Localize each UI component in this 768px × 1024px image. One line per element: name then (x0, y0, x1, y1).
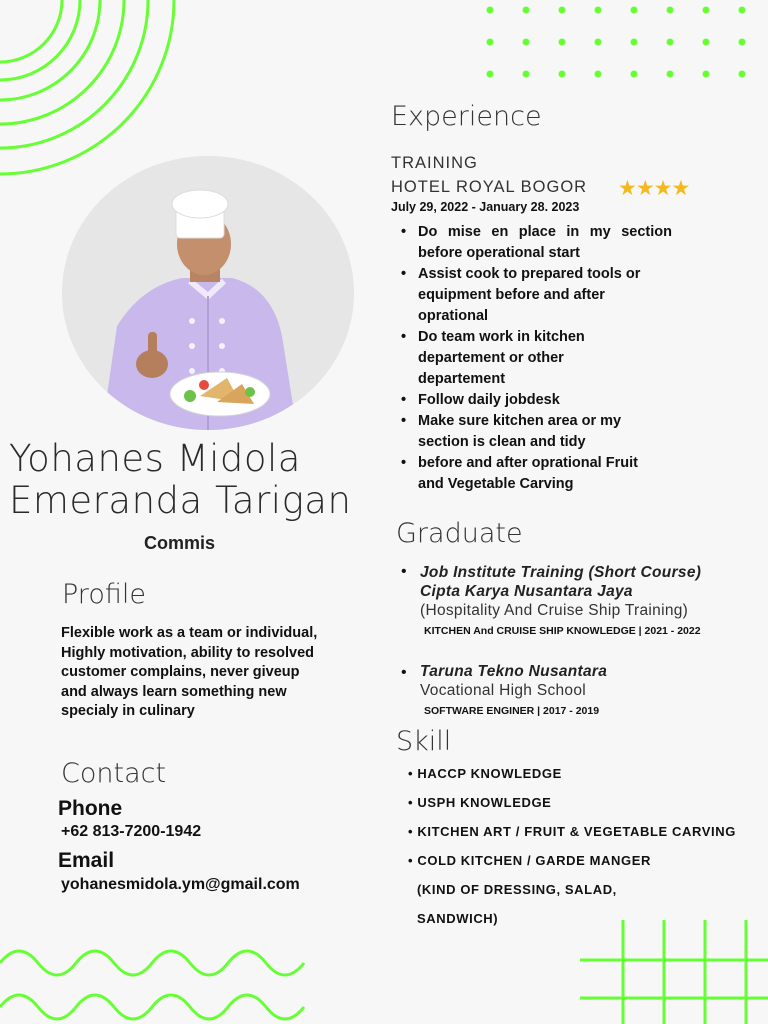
profile-text: Flexible work as a team or individual, Highly motivation, ability to resolved customer complains, never giveup and always learn something new specialy in culinary (61, 625, 318, 719)
graduate-title-line-1: Job Institute Training (Short Course) (420, 564, 702, 581)
bullet-icon: • (401, 664, 407, 681)
graduate-subtitle: (Hospitality And Cruise Ship Training) (420, 602, 689, 619)
skill-item: SANDWICH) (417, 911, 499, 926)
chef-portrait-illustration (62, 156, 354, 430)
phone-number: +62 813-7200-1942 (61, 823, 202, 840)
full-name (9, 438, 351, 522)
experience-company: HOTEL ROYAL BOGOR (391, 178, 588, 196)
job-role: Commis (144, 533, 216, 553)
email-address: yohanesmidola.ym@gmail.com (61, 876, 300, 893)
dot-grid-decoration (478, 0, 758, 85)
skill-item: • KITCHEN ART / FRUIT & VEGETABLE CARVING (408, 824, 736, 839)
duty-item: • Follow daily jobdesk (398, 390, 672, 411)
graduate-heading: Graduate (396, 518, 523, 549)
graduate-note: KITCHEN And CRUISE SHIP KNOWLEDGE | 2021 - 2022 (424, 625, 701, 637)
concentric-arcs-decoration (0, 0, 185, 180)
phone-label: Phone (58, 797, 123, 820)
wave-lines-decoration (0, 935, 310, 1024)
experience-dates: July 29, 2022 - January 28. 2023 (391, 200, 580, 214)
experience-type: TRAINING (391, 154, 478, 172)
duty-item: • Do team work in kitchen departement or other departement (398, 327, 648, 390)
experience-heading: Experience (391, 101, 542, 132)
experience-duties-list (398, 222, 672, 495)
rating-stars-icon: ★★★★ (618, 177, 690, 200)
bullet-icon: • (401, 563, 407, 580)
skill-item: • COLD KITCHEN / GARDE MANGER (408, 853, 651, 868)
duty-item: • Do mise en place in my section before operational start (398, 222, 672, 264)
graduate-note: SOFTWARE ENGINER | 2017 - 2019 (424, 705, 600, 717)
duty-item: • Assist cook to prepared tools or equipment before and after oprational (398, 264, 648, 327)
duty-item: • Make sure kitchen area or my section is clean and tidy (398, 411, 658, 453)
name-line-1: Yohanes Midola (9, 437, 301, 480)
graduate-title-line-1: Taruna Tekno Nusantara (420, 663, 608, 680)
skill-item: • HACCP KNOWLEDGE (408, 766, 562, 781)
name-line-2: Emeranda Tarigan (9, 479, 352, 522)
email-label: Email (58, 849, 115, 872)
skill-item: • USPH KNOWLEDGE (408, 795, 552, 810)
grid-lines-decoration (580, 915, 768, 1024)
graduate-subtitle: Vocational High School (420, 682, 587, 699)
skill-heading: Skill (396, 726, 452, 757)
graduate-item (420, 662, 607, 717)
profile-photo (62, 156, 354, 430)
skill-item: (KIND OF DRESSING, SALAD, (417, 882, 617, 897)
duty-item: • before and after oprational Fruit and Vegetable Carving (398, 453, 658, 495)
profile-heading: Profile (62, 579, 146, 610)
graduate-item (420, 563, 701, 637)
graduate-title-line-2: Cipta Karya Nusantara Jaya (420, 583, 633, 600)
contact-heading: Contact (61, 758, 167, 789)
